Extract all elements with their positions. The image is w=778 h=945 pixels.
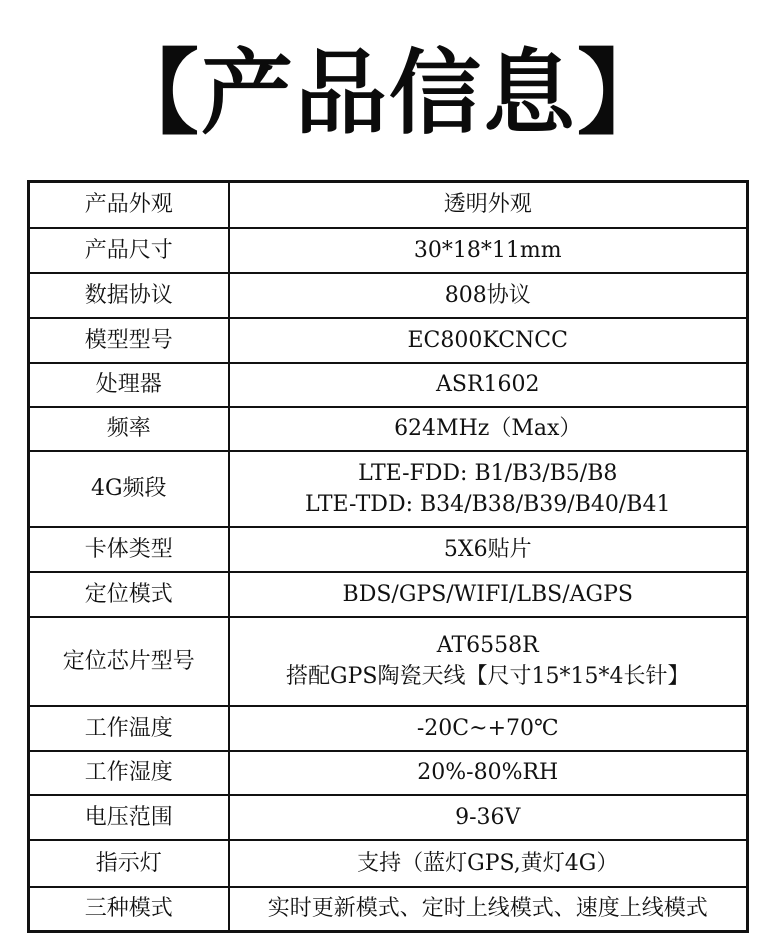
spec-label: 产品尺寸	[29, 228, 229, 273]
spec-label: 产品外观	[29, 182, 229, 228]
spec-value-line: 5X6贴片	[443, 536, 532, 562]
table-row	[29, 572, 748, 617]
table-row	[29, 228, 748, 273]
table-row	[29, 840, 748, 887]
spec-label: 处理器	[29, 363, 229, 407]
spec-value-line: 搭配GPS陶瓷天线【尺寸15*15*4长针】	[286, 664, 690, 689]
spec-value-line: AT6558R	[436, 633, 539, 658]
spec-value-line: EC800KCNCC	[407, 327, 568, 353]
spec-table-body	[29, 182, 748, 932]
table-row	[29, 363, 748, 407]
table-row	[29, 407, 748, 451]
table-row	[29, 706, 748, 751]
spec-value	[229, 706, 748, 751]
spec-label: 电压范围	[29, 795, 229, 840]
spec-label: 工作湿度	[29, 751, 229, 795]
spec-value	[229, 751, 748, 795]
spec-value-line: 9-36V	[455, 804, 521, 830]
spec-value	[229, 182, 748, 228]
spec-value	[229, 451, 748, 527]
table-row	[29, 617, 748, 706]
spec-value	[229, 363, 748, 407]
spec-label: 4G频段	[29, 451, 229, 527]
spec-value-line: LTE-TDD: B34/B38/B39/B40/B41	[305, 491, 671, 517]
spec-label: 指示灯	[29, 840, 229, 887]
spec-value-line: 透明外观	[443, 192, 532, 218]
table-row	[29, 318, 748, 363]
spec-label: 定位芯片型号	[29, 617, 229, 706]
spec-value-line: 808协议	[444, 282, 531, 308]
spec-label: 卡体类型	[29, 527, 229, 572]
spec-value-line: 实时更新模式、定时上线模式、速度上线模式	[267, 896, 708, 922]
spec-value-line: 30*18*11mm	[413, 237, 562, 263]
spec-value	[229, 840, 748, 887]
spec-value-line: LTE-FDD: B1/B3/B5/B8	[358, 460, 618, 486]
spec-table	[27, 180, 749, 933]
spec-label: 三种模式	[29, 887, 229, 932]
spec-value	[229, 318, 748, 363]
spec-label: 定位模式	[29, 572, 229, 617]
table-row	[29, 273, 748, 318]
spec-label: 频率	[29, 407, 229, 451]
spec-value	[229, 273, 748, 318]
spec-value-line: 624MHz（Max）	[394, 416, 582, 441]
spec-value	[229, 407, 748, 451]
spec-value-line: ASR1602	[435, 372, 540, 397]
table-row	[29, 451, 748, 527]
spec-label: 工作温度	[29, 706, 229, 751]
spec-value	[229, 572, 748, 617]
spec-value	[229, 527, 748, 572]
spec-value-line: 20%-80%RH	[417, 760, 559, 785]
spec-value-line: BDS/GPS/WIFI/LBS/AGPS	[342, 581, 633, 607]
spec-value	[229, 617, 748, 706]
table-row	[29, 182, 748, 228]
spec-label: 模型型号	[29, 318, 229, 363]
spec-value-line: -20C~+70℃	[416, 715, 559, 741]
table-row	[29, 527, 748, 572]
page-title: 【产品信息】	[106, 39, 671, 147]
spec-value	[229, 795, 748, 840]
table-row	[29, 751, 748, 795]
spec-value	[229, 228, 748, 273]
spec-value	[229, 887, 748, 932]
spec-value-line: 支持（蓝灯GPS,黄灯4G）	[357, 850, 619, 876]
table-row	[29, 887, 748, 932]
table-row	[29, 795, 748, 840]
spec-label: 数据协议	[29, 273, 229, 318]
